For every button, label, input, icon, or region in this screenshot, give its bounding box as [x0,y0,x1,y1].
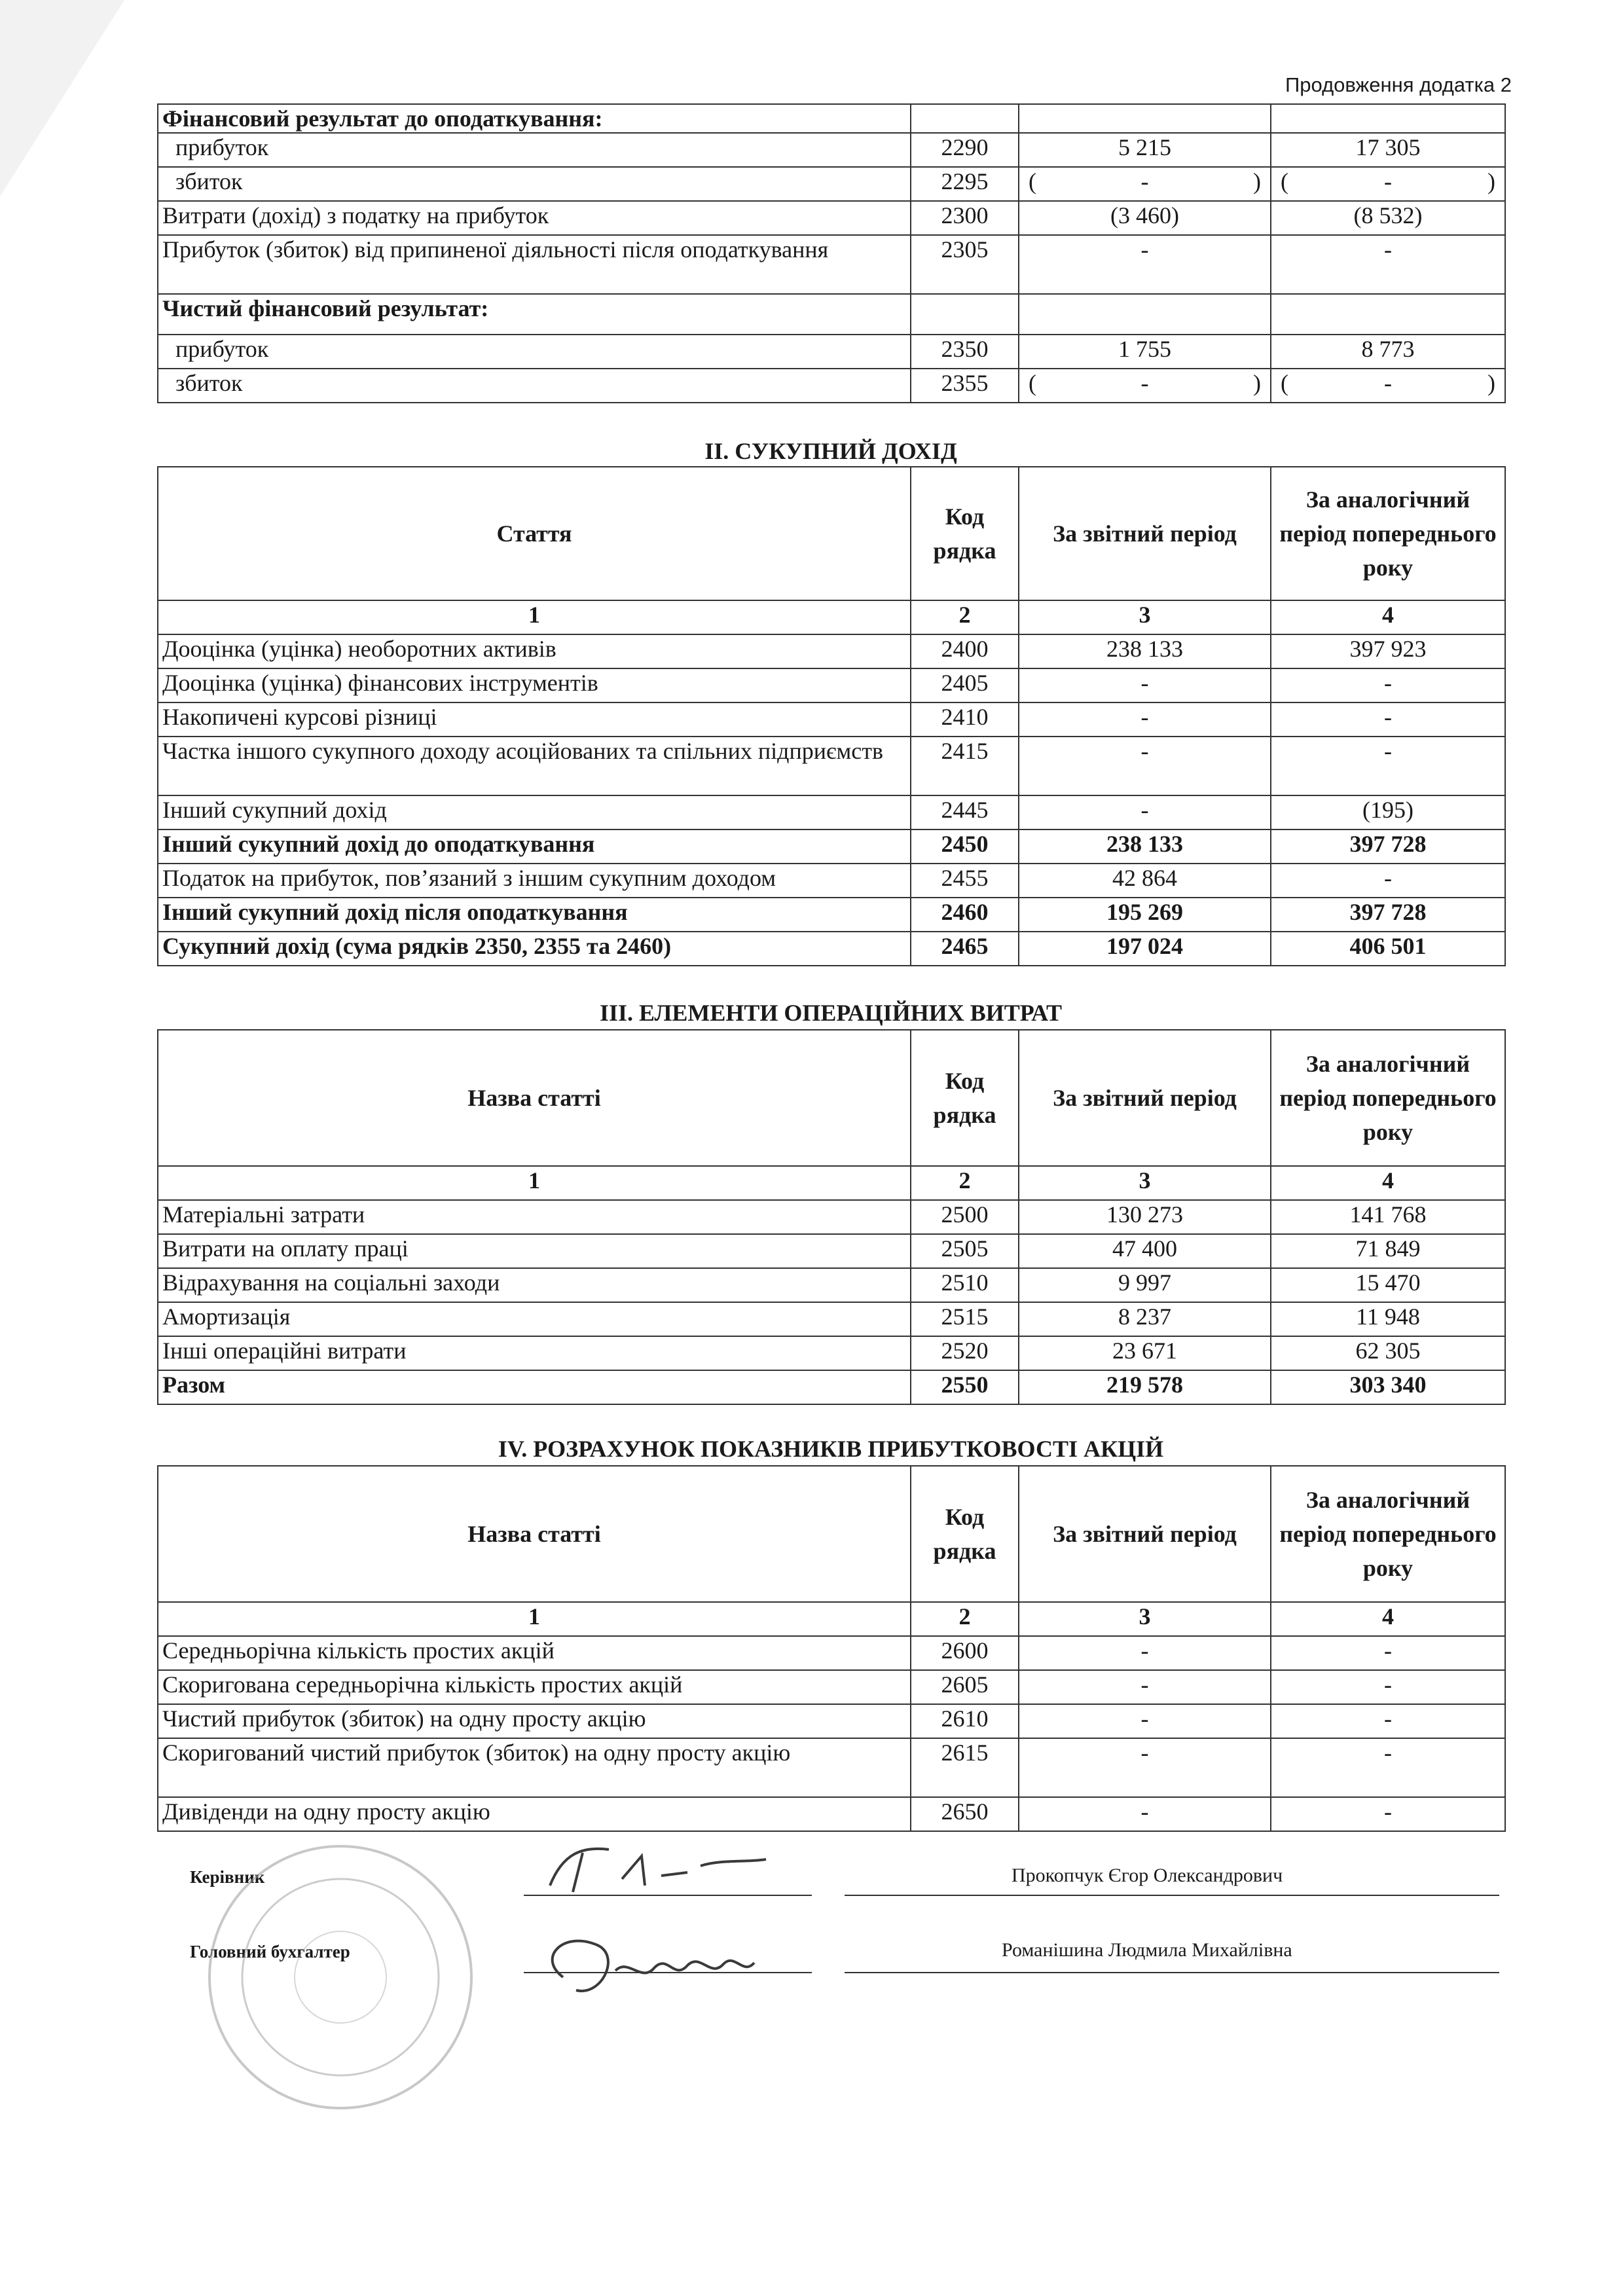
row-code: 2615 [911,1738,1019,1797]
table-row [158,1336,1505,1370]
header-code: Код рядка [911,467,1019,600]
row-previous: 406 501 [1271,932,1505,966]
table-row [158,1268,1505,1302]
row-previous: 397 728 [1271,829,1505,864]
row-previous: 397 923 [1271,634,1505,668]
row-current: - [1019,795,1271,829]
row-previous: 303 340 [1271,1370,1505,1404]
row-label: Дооцінка (уцінка) фінансових інструментів [158,668,911,702]
table-row [158,335,1505,369]
director-name: Прокопчук Єгор Олександрович [1012,1865,1283,1886]
row-previous: - [1271,1797,1505,1831]
table-row [158,702,1505,737]
row-code: 2455 [911,864,1019,898]
row-label: прибуток [158,133,911,167]
row-previous: 397 728 [1271,898,1505,932]
row-previous: - [1271,702,1505,737]
row-previous: 17 305 [1271,133,1505,167]
row-previous: - [1271,1636,1505,1670]
row-label: Середньорічна кількість простих акцій [158,1636,911,1670]
row-current: 5 215 [1019,133,1271,167]
row-previous: - [1271,864,1505,898]
table-row [158,133,1505,167]
table-row [158,898,1505,932]
row-previous: 15 470 [1271,1268,1505,1302]
row-previous [1271,104,1505,133]
col-num-4: 4 [1271,1602,1505,1636]
row-previous: 71 849 [1271,1234,1505,1268]
row-code: 2605 [911,1670,1019,1704]
folded-page-corner [0,0,124,196]
row-previous: 62 305 [1271,1336,1505,1370]
table-row [158,1370,1505,1404]
table-row [158,1302,1505,1336]
header-previous-period: За аналогічний період попереднього року [1271,1466,1505,1602]
row-previous: 11 948 [1271,1302,1505,1336]
row-label: Частка іншого сукупного доходу асоційованих та спільних підприємств [158,737,911,795]
col-num-2: 2 [911,600,1019,634]
row-code: 2515 [911,1302,1019,1336]
header-item: Назва статті [158,1466,911,1602]
row-code [911,104,1019,133]
row-code: 2510 [911,1268,1019,1302]
col-num-3: 3 [1019,1166,1271,1200]
row-code: 2520 [911,1336,1019,1370]
director-name-line [845,1895,1499,1896]
row-label: Прибуток (збиток) від припиненої діяльності після оподаткування [158,235,911,294]
row-previous: - [1271,1704,1505,1738]
director-label: Керівник [190,1867,265,1887]
row-code: 2305 [911,235,1019,294]
row-current [1019,104,1271,133]
row-label: збиток [158,167,911,201]
row-label: Матеріальні затрати [158,1200,911,1234]
row-code: 2465 [911,932,1019,966]
row-code [911,294,1019,335]
row-previous-value: - [1384,370,1392,396]
share-profitability-table [157,1465,1506,1832]
row-label: Фінансовий результат до оподаткування: [158,104,911,133]
row-current: 238 133 [1019,634,1271,668]
row-current: ( - ) [1019,167,1271,201]
table-row [158,634,1505,668]
row-current: ( - ) [1019,369,1271,403]
chief-accountant-label: Головний бухгалтер [190,1942,350,1961]
row-previous: (195) [1271,795,1505,829]
row-label: Чистий прибуток (збиток) на одну просту акцію [158,1704,911,1738]
row-code: 2350 [911,335,1019,369]
row-current: 47 400 [1019,1234,1271,1268]
row-current: - [1019,1797,1271,1831]
row-current: 238 133 [1019,829,1271,864]
row-code: 2400 [911,634,1019,668]
header-current-period: За звітний період [1019,1030,1271,1166]
row-label: Витрати на оплату праці [158,1234,911,1268]
table-row [158,668,1505,702]
row-code: 2600 [911,1636,1019,1670]
table-row [158,829,1505,864]
row-label: Відрахування на соціальні заходи [158,1268,911,1302]
section-2-title: ІІ. СУКУПНИЙ ДОХІД [704,438,957,464]
appendix-continuation-note: Продовження додатка 2 [1285,73,1512,96]
row-code: 2650 [911,1797,1019,1831]
header-item: Назва статті [158,1030,911,1166]
table-row [158,1797,1505,1831]
row-current: - [1019,668,1271,702]
table-row [158,104,1505,133]
row-code: 2290 [911,133,1019,167]
col-num-3: 3 [1019,600,1271,634]
table-row [158,201,1505,235]
row-label: Дооцінка (уцінка) необоротних активів [158,634,911,668]
row-current: - [1019,1670,1271,1704]
table-row [158,369,1505,403]
row-current: - [1019,235,1271,294]
col-num-1: 1 [158,1602,911,1636]
row-previous: 141 768 [1271,1200,1505,1234]
company-seal-icon [196,1840,484,2115]
row-code: 2410 [911,702,1019,737]
header-current-period: За звітний період [1019,467,1271,600]
table-row [158,294,1505,335]
row-previous: - [1271,235,1505,294]
chief-accountant-name: Романішина Людмила Михайлівна [1002,1939,1292,1961]
table-row [158,1636,1505,1670]
row-current: 23 671 [1019,1336,1271,1370]
row-label: збиток [158,369,911,403]
col-num-2: 2 [911,1602,1019,1636]
row-previous: ( - ) [1271,369,1505,403]
col-num-1: 1 [158,600,911,634]
table-row [158,1704,1505,1738]
col-num-4: 4 [1271,1166,1505,1200]
row-label: Дивіденди на одну просту акцію [158,1797,911,1831]
row-previous-value: - [1384,168,1392,194]
row-code: 2505 [911,1234,1019,1268]
row-previous: - [1271,668,1505,702]
row-previous: - [1271,737,1505,795]
table-row [158,932,1505,966]
row-code: 2460 [911,898,1019,932]
table-row [158,1670,1505,1704]
director-signature-icon [537,1840,812,1899]
col-num-3: 3 [1019,1602,1271,1636]
operating-expenses-table [157,1029,1506,1405]
row-label: Податок на прибуток, пов’язаний з іншим сукупним доходом [158,864,911,898]
row-previous: 8 773 [1271,335,1505,369]
row-label: Скоригована середньорічна кількість простих акцій [158,1670,911,1704]
row-code: 2415 [911,737,1019,795]
row-current: 219 578 [1019,1370,1271,1404]
section-4-title: IV. РОЗРАХУНОК ПОКАЗНИКІВ ПРИБУТКОВОСТІ АКЦІЙ [498,1436,1164,1462]
row-code: 2450 [911,829,1019,864]
table-row [158,1200,1505,1234]
row-current: 1 755 [1019,335,1271,369]
row-label: Чистий фінансовий результат: [158,294,911,335]
header-current-period: За звітний період [1019,1466,1271,1602]
col-num-4: 4 [1271,600,1505,634]
header-previous-period: За аналогічний період попереднього року [1271,467,1505,600]
table-row [158,1234,1505,1268]
table-row [158,864,1505,898]
row-label: Витрати (дохід) з податку на прибуток [158,201,911,235]
header-previous-period: За аналогічний період попереднього року [1271,1030,1505,1166]
row-current: - [1019,702,1271,737]
header-code: Код рядка [911,1466,1019,1602]
row-code: 2405 [911,668,1019,702]
row-current: - [1019,1704,1271,1738]
row-previous: ( - ) [1271,167,1505,201]
financial-result-table [157,103,1506,403]
row-previous: (8 532) [1271,201,1505,235]
row-previous: - [1271,1670,1505,1704]
table-row [158,167,1505,201]
row-code: 2295 [911,167,1019,201]
row-current: - [1019,737,1271,795]
row-label: Інший сукупний дохід до оподаткування [158,829,911,864]
row-label: Сукупний дохід (сума рядків 2350, 2355 та 2460) [158,932,911,966]
row-code: 2355 [911,369,1019,403]
row-current-value: - [1140,370,1149,396]
accountant-name-line [845,1972,1499,1973]
row-current [1019,294,1271,335]
row-current: 42 864 [1019,864,1271,898]
row-previous [1271,294,1505,335]
row-current: 9 997 [1019,1268,1271,1302]
table-row [158,1738,1505,1797]
row-label: Інший сукупний дохід після оподаткування [158,898,911,932]
row-current: (3 460) [1019,201,1271,235]
row-label: Інші операційні витрати [158,1336,911,1370]
row-label: Разом [158,1370,911,1404]
row-code: 2500 [911,1200,1019,1234]
header-item: Стаття [158,467,911,600]
row-label: Інший сукупний дохід [158,795,911,829]
row-current: - [1019,1738,1271,1797]
row-current: 197 024 [1019,932,1271,966]
table-row [158,235,1505,294]
row-code: 2610 [911,1704,1019,1738]
row-current: 130 273 [1019,1200,1271,1234]
row-current-value: - [1140,168,1149,194]
row-code: 2445 [911,795,1019,829]
table-row [158,737,1505,795]
row-label: Накопичені курсові різниці [158,702,911,737]
comprehensive-income-table [157,466,1506,966]
row-code: 2300 [911,201,1019,235]
row-current: 195 269 [1019,898,1271,932]
row-label: прибуток [158,335,911,369]
header-code: Код рядка [911,1030,1019,1166]
row-previous: - [1271,1738,1505,1797]
row-label: Скоригований чистий прибуток (збиток) на одну просту акцію [158,1738,911,1797]
col-num-2: 2 [911,1166,1019,1200]
accountant-signature-icon [524,1918,825,2016]
col-num-1: 1 [158,1166,911,1200]
row-current: 8 237 [1019,1302,1271,1336]
section-3-title: ІІІ. ЕЛЕМЕНТИ ОПЕРАЦІЙНИХ ВИТРАТ [599,1000,1063,1026]
row-current: - [1019,1636,1271,1670]
table-row [158,795,1505,829]
row-code: 2550 [911,1370,1019,1404]
row-label: Амортизація [158,1302,911,1336]
